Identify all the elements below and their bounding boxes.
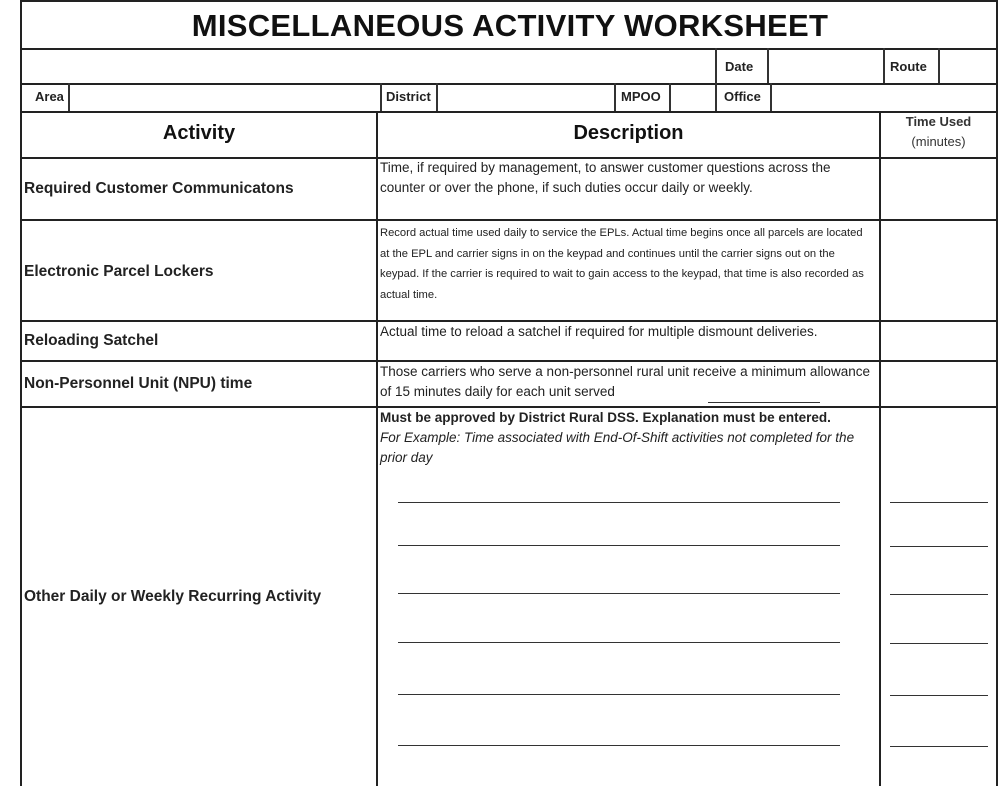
title-bottom <box>20 48 998 50</box>
activity-description: Those carriers who serve a non-personnel rural unit receive a minimum allowance of 15 minutes daily for each unit served <box>380 364 870 399</box>
time-used-line[interactable] <box>890 502 988 503</box>
explanation-line[interactable] <box>398 642 840 643</box>
mpoo-cell-left <box>614 83 616 111</box>
time-used-line[interactable] <box>890 746 988 747</box>
route-cell-left <box>883 48 885 83</box>
time-used-line[interactable] <box>890 643 988 644</box>
route-cell-right <box>938 48 940 83</box>
activity-label: Reloading Satchel <box>24 332 159 349</box>
header-row2-bottom <box>20 111 998 113</box>
time-used-label: Time Used <box>905 114 972 129</box>
office-label: Office <box>724 89 761 104</box>
explanation-line[interactable] <box>398 593 840 594</box>
activity-description: Time, if required by management, to answer customer questions across the counter or over the phone, if such duties occur daily or weekly. <box>380 160 831 195</box>
explanation-line[interactable] <box>398 694 840 695</box>
explanation-line[interactable] <box>398 745 840 746</box>
date-label: Date <box>725 59 754 74</box>
district-cell-right <box>436 83 438 111</box>
district-cell-left <box>380 83 382 111</box>
activity-description: Record actual time used daily to service the EPLs. Actual time begins once all parcels are located at the EPL and carrier signs in on the keypad and continues until the carrier signs out on the keypad. If the carrier is required to wait to gain access to the keypad, that time is also recorded as actual time. <box>380 227 864 301</box>
explanation-line[interactable] <box>398 545 840 546</box>
date-cell-right <box>767 48 769 83</box>
border-right <box>996 0 998 786</box>
district-label: District <box>386 89 431 104</box>
activity-description <box>380 408 872 468</box>
area-label: Area <box>35 89 64 104</box>
border-top <box>20 0 998 2</box>
time-used-line[interactable] <box>890 546 988 547</box>
office-cell-right <box>770 83 772 111</box>
border-left <box>20 0 22 786</box>
activity-column-header: Activity <box>162 122 236 144</box>
activity-label: Electronic Parcel Lockers <box>24 263 214 280</box>
row1-bottom <box>20 219 998 221</box>
activity-label: Other Daily or Weekly Recurring Activity <box>24 588 322 605</box>
area-cell-right <box>68 83 70 111</box>
date-cell-left <box>715 48 717 111</box>
description-underline <box>708 402 820 403</box>
divider-activity-description <box>376 111 378 786</box>
time-used-column-header <box>881 112 996 152</box>
time-used-unit: (minutes) <box>911 134 966 149</box>
activity-description: Actual time to reload a satchel if required for multiple dismount deliveries. <box>380 324 818 339</box>
time-used-line[interactable] <box>890 594 988 595</box>
mpoo-cell-right <box>669 83 671 111</box>
time-used-line[interactable] <box>890 695 988 696</box>
activity-label: Non-Personnel Unit (NPU) time <box>24 375 253 392</box>
activity-label: Required Customer Communicatons <box>24 180 294 197</box>
divider-description-time <box>879 111 881 786</box>
approval-requirement: Must be approved by District Rural DSS. Explanation must be entered. <box>380 410 831 425</box>
header-row1-bottom <box>20 83 998 85</box>
worksheet-title: MISCELLANEOUS ACTIVITY WORKSHEET <box>191 8 829 43</box>
route-label: Route <box>890 59 927 74</box>
mpoo-label: MPOO <box>621 89 661 104</box>
explanation-line[interactable] <box>398 502 840 503</box>
example-text: For Example: Time associated with End-Of-Shift activities not completed for the prior day <box>380 430 855 465</box>
description-column-header: Description <box>573 122 684 144</box>
